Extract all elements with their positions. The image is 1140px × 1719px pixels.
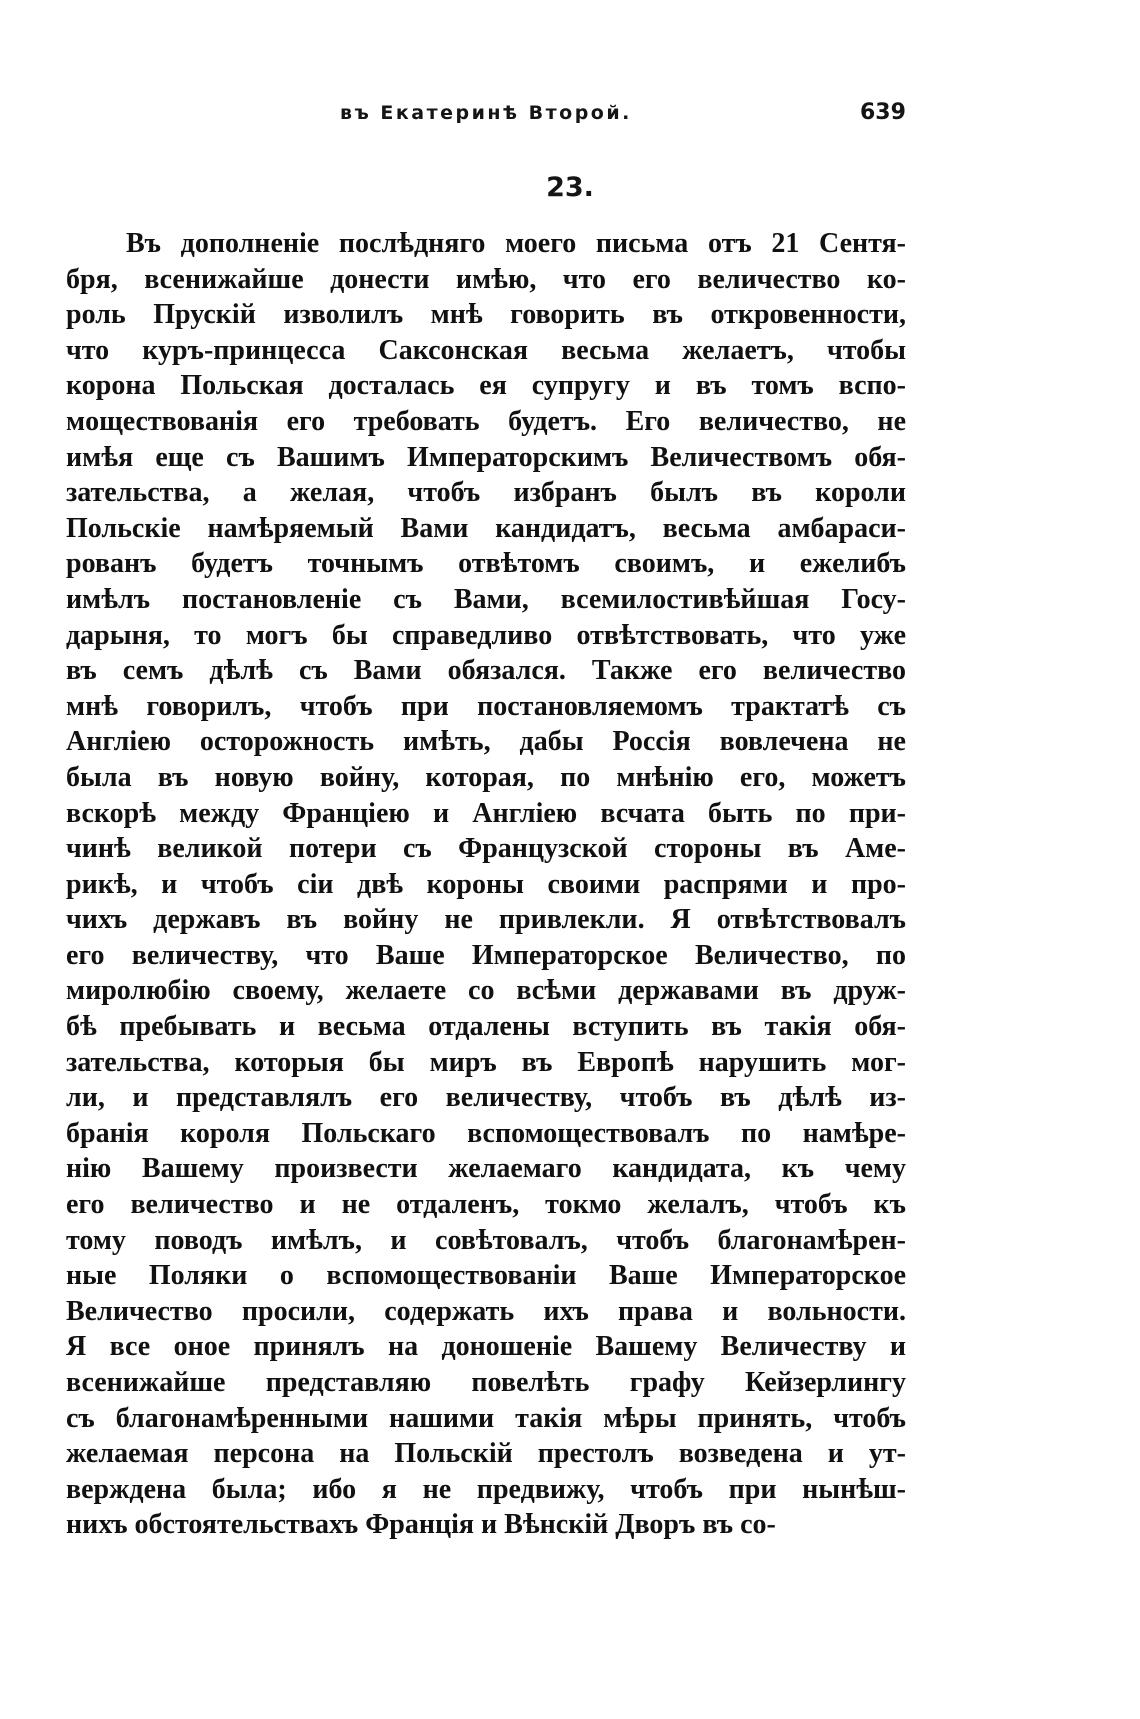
text-line: бря, всенижайше донести имѣю, что его величество ко- bbox=[66, 263, 906, 295]
page-number: 639 bbox=[860, 100, 906, 125]
text-line: вскорѣ между Франціею и Англіею всчата быть по при- bbox=[66, 797, 906, 829]
text-line: роль Прускій изволилъ мнѣ говорить въ откровенности, bbox=[66, 299, 906, 331]
text-line: мoществованія его требовать будетъ. Его величество, не bbox=[66, 405, 906, 437]
text-line: Я все оное принялъ на доношеніе Вашему Величеству и bbox=[66, 1331, 906, 1363]
text-line: имѣлъ постановленіе съ Вами, всемилостивѣйшая Госу- bbox=[66, 583, 906, 615]
text-line: въ семъ дѣлѣ съ Вами обязался. Также его величество bbox=[66, 655, 906, 687]
text-line: зательства, а желая, чтобъ избранъ былъ въ короли bbox=[66, 477, 906, 509]
text-line: ные Поляки о вспомоществованіи Ваше Императорское bbox=[66, 1260, 906, 1292]
running-head bbox=[0, 96, 1140, 136]
text-line: нихъ обстоятельствахъ Франція и Вѣнскій Дворъ въ со- bbox=[66, 1509, 776, 1541]
text-line: бѣ пребывать и весьма отдалены вступить въ такія обя- bbox=[66, 1011, 906, 1043]
text-line: верждена была; ибо я не предвижу, чтобъ при нынѣш- bbox=[66, 1473, 906, 1505]
text-line: рованъ будетъ точнымъ отвѣтомъ своимъ, и ежелибъ bbox=[66, 548, 906, 580]
text-line: была въ новую войну, которая, по мнѣнію его, можетъ bbox=[66, 761, 906, 793]
text-line: съ благонамѣренными нашими такія мѣры принять, чтобъ bbox=[66, 1402, 906, 1434]
text-line: Въ дополненіе послѣдняго моего письма отъ 21 Сентя- bbox=[126, 228, 906, 259]
text-line: рикѣ, и чтобъ сіи двѣ короны своими распрями и про- bbox=[66, 868, 906, 900]
text-line: корона Польская досталась ея супругу и въ томъ вспо- bbox=[66, 370, 906, 402]
text-line: дарыня, то могъ бы справедливо отвѣтствовать, что уже bbox=[66, 619, 906, 651]
text-line: его величество и не отдаленъ, токмо желалъ, чтобъ къ bbox=[66, 1189, 906, 1221]
text-line: мнѣ говорилъ, чтобъ при постановляемомъ трактатѣ съ bbox=[66, 690, 906, 722]
text-line: бранія короля Польскаго вспомоществовалъ по намѣре- bbox=[66, 1117, 906, 1149]
text-line: ли, и представлялъ его величеству, чтобъ въ дѣлѣ из- bbox=[66, 1082, 906, 1114]
text-line: тому поводъ имѣлъ, и совѣтовалъ, чтобъ благонамѣрен- bbox=[66, 1224, 906, 1256]
text-line: всенижайше представляю повелѣть графу Кейзерлингу bbox=[66, 1367, 906, 1398]
text-line: его величеству, что Ваше Императорское Величество, по bbox=[66, 939, 906, 971]
text-line: Величество просили, содержать ихъ права и вольности. bbox=[66, 1295, 906, 1327]
text-line: чихъ державъ въ войну не привлекли. Я отвѣтствовалъ bbox=[66, 904, 906, 936]
running-title: въ Екатеринѣ Второй. bbox=[340, 102, 632, 124]
text-line: зательства, которыя бы миръ въ Европѣ нарушить мог- bbox=[66, 1046, 906, 1078]
text-line: миролюбію своему, желаете со всѣми державами въ друж- bbox=[66, 975, 906, 1007]
text-line: имѣя еще съ Вашимъ Императорскимъ Величествомъ обя- bbox=[66, 441, 906, 473]
body-text bbox=[66, 226, 906, 1543]
text-line: Англіею осторожность имѣть, дабы Россія вовлечена не bbox=[66, 726, 906, 758]
text-line: чинѣ великой потери съ Французской стороны въ Аме- bbox=[66, 833, 906, 865]
section-number: 23. bbox=[546, 172, 594, 203]
text-line: что куръ-принцесса Саксонская весьма желаетъ, чтобы bbox=[66, 334, 906, 366]
text-line: Польскіе намѣряемый Вами кандидатъ, весьма амбараси- bbox=[66, 512, 906, 544]
text-line: нію Вашему произвести желаемаго кандидата, къ чему bbox=[66, 1153, 906, 1185]
text-line: желаемая персона на Польскій престолъ возведена и ут- bbox=[66, 1438, 906, 1470]
